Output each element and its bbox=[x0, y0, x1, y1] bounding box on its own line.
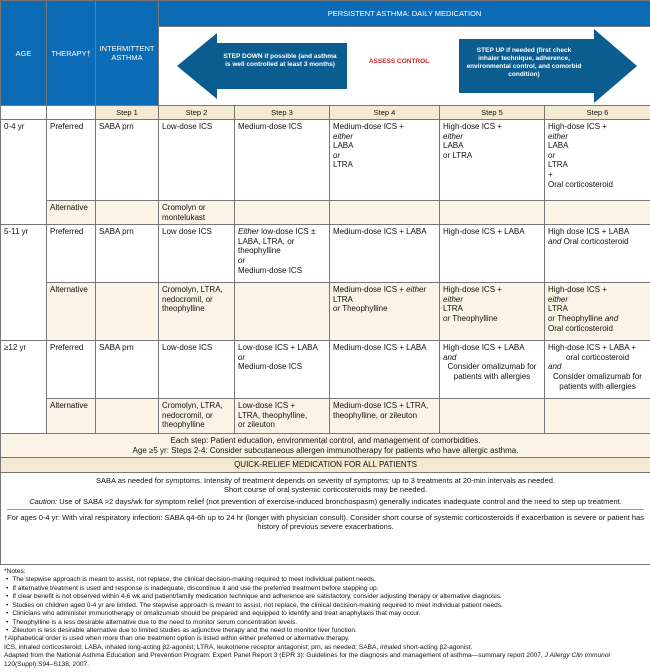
therapy-cell: Alternative bbox=[47, 201, 96, 225]
list-item: • The stepwise approach is meant to assist, not replace, the clinical decision-making required to meet individual patient needs. bbox=[14, 576, 646, 584]
cell: High-dose ICS + either LABA or LTRA + Oral corticosteroid bbox=[545, 120, 650, 201]
assess-control-label: ASSESS CONTROL bbox=[364, 58, 434, 66]
cell: Cromolyn, LTRA, nedocromil, or theophylline bbox=[159, 283, 235, 341]
table-row bbox=[1, 399, 650, 434]
cell: Cromolyn or montelukast bbox=[159, 201, 235, 225]
therapy-cell: Preferred bbox=[47, 341, 96, 399]
cell: Low-dose ICS bbox=[159, 341, 235, 399]
table-row bbox=[1, 341, 650, 399]
cell: High dose ICS + LABA and Oral corticosteroid bbox=[545, 225, 650, 283]
cell: SABA prn bbox=[96, 341, 159, 399]
cell: Medium-dose ICS + LABA bbox=[330, 225, 440, 283]
cell: Cromolyn, LTRA, nedocromil, or theophylline bbox=[159, 399, 235, 434]
step-header-row bbox=[1, 106, 650, 120]
step-2-label: Step 2 bbox=[159, 106, 235, 120]
cell: Low-dose ICS + LTRA, theophylline, or zileuton bbox=[235, 399, 330, 434]
cell: Medium-dose ICS + LTRA, theophylline, or zileuton bbox=[330, 399, 440, 434]
cell: Medium-dose ICS + either LTRA or Theophylline bbox=[330, 283, 440, 341]
cell: High-dose ICS + LABA and Consider omalizumab for patients with allergies bbox=[440, 341, 545, 399]
cell: Medium-dose ICS + either LABA or LTRA bbox=[330, 120, 440, 201]
quick-relief-title: QUICK-RELIEF MEDICATION FOR ALL PATIENTS bbox=[1, 458, 650, 473]
abbreviations: ICS, inhaled corticosteroid; LABA, inhaled long-acting β2-agonist; LTRA, leukotriene receptor antagonist; prn, as needed; SABA, inhaled short-acting β2-agonist. bbox=[4, 644, 646, 652]
cell: Low-dose ICS + LABA or Medium-dose ICS bbox=[235, 341, 330, 399]
age-cell: 5-11 yr bbox=[1, 225, 47, 341]
age-cell: 0-4 yr bbox=[1, 120, 47, 225]
source-citation: Adapted from the National Asthma Education and Prevention Program: Expert Panel Report 3 (EPR 3): Guidelines for the diagnosis and management of asthma—summary report 2007, J Allergy Clin Immunol 120(Suppl):S94–S138, 2007. bbox=[4, 652, 646, 669]
cell: Low-dose ICS bbox=[159, 120, 235, 201]
each-step-row bbox=[1, 434, 650, 458]
cell: SABA prn bbox=[96, 225, 159, 283]
list-item: • Theophylline is a less desirable alternative due to the need to monitor serum concentration levels. bbox=[14, 619, 646, 627]
age-cell: ≥12 yr bbox=[1, 341, 47, 434]
cell: High-dose ICS + either LTRA or Theophylline bbox=[440, 283, 545, 341]
header-row bbox=[1, 1, 650, 27]
therapy-cell: Preferred bbox=[47, 225, 96, 283]
list-item: • If clear benefit is not observed within 4-6 wk and patient/family medication technique and adherence are satisfactory, consider adjusting therapy or alternative diagnosis. bbox=[14, 593, 646, 601]
step-4-label: Step 4 bbox=[330, 106, 440, 120]
therapy-header: THERAPY† bbox=[47, 1, 96, 106]
cell: Low dose ICS bbox=[159, 225, 235, 283]
table-row bbox=[1, 120, 650, 201]
dagger-note: †Alphabetical order is used when more than one treatment option is listed within either preferred or alternative therapy. bbox=[4, 635, 646, 643]
cell: Medium-dose ICS + LABA bbox=[330, 341, 440, 399]
each-step-text: Each step: Patient education, environmental control, and management of comorbidities. Age ≥5 yr: Steps 2-4: Consider subcutaneous allergen immunotherapy for patients who have allergic asthma. bbox=[1, 434, 650, 458]
list-item: • Clinicians who administer immunotherapy or omalizumab should be prepared and equipped to identify and treat anaphylaxis that may occur. bbox=[14, 610, 646, 618]
notes-title: *Notes: bbox=[4, 568, 646, 576]
cell: Medium-dose ICS bbox=[235, 120, 330, 201]
age-header: AGE bbox=[1, 1, 47, 106]
persistent-header: PERSISTENT ASTHMA: DAILY MEDICATION bbox=[159, 1, 650, 27]
cell: High-dose ICS + either LABA or LTRA bbox=[440, 120, 545, 201]
cell: SABA prn bbox=[96, 120, 159, 201]
quick-relief-text: SABA as needed for symptoms. Intensity of treatment depends on severity of symptoms: up to 3 treatments at 20-min intervals as needed. Short course of oral systemic corticosteroids may be needed. Caution: Use of SABA >2 days/wk for symptom relief (not prevention of exercise-induced bronchospasm) generally indicates inadequate control and the need to step up treatment. For ages 0-4 yr: With viral respiratory infection: SABA q4-6h up to 24 hr (longer with physician consult). Consider short course of systemic corticosteroids if exacerbation is severe or patient has history of previous severe exacerbations. bbox=[1, 472, 650, 564]
notes-section bbox=[0, 565, 650, 672]
table-row bbox=[1, 201, 650, 225]
cell: High-dose ICS + LABA + oral corticosteroid and Consider omalizumab for patients with allergies bbox=[545, 341, 650, 399]
therapy-cell: Alternative bbox=[47, 283, 96, 341]
therapy-cell: Preferred bbox=[47, 120, 96, 201]
notes-list bbox=[4, 576, 646, 635]
step-5-label: Step 5 bbox=[440, 106, 545, 120]
step-6-label: Step 6 bbox=[545, 106, 650, 120]
therapy-cell: Alternative bbox=[47, 399, 96, 434]
list-item: • Studies on children aged 0-4 yr are limited. The stepwise approach is meant to assist, not replace, the clinical decision-making required to meet individual patient needs. bbox=[14, 602, 646, 610]
step-arrows bbox=[159, 27, 650, 106]
list-item: • Zileuton is less desirable alternative due to limited studies as adjunctive therapy and the need to monitor liver function. bbox=[14, 627, 646, 635]
table-row bbox=[1, 283, 650, 341]
table-row bbox=[1, 225, 650, 283]
intermittent-header: INTERMITTENT ASTHMA bbox=[96, 1, 159, 106]
step-1-label: Step 1 bbox=[96, 106, 159, 120]
cell: High-dose ICS + LABA bbox=[440, 225, 545, 283]
step-up-text: STEP UP if needed (first check inhaler technique, adherence, environmental control, and comorbid condition) bbox=[466, 47, 582, 80]
step-down-text: STEP DOWN if possible (and asthma is well controlled at least 3 months) bbox=[221, 53, 339, 69]
cell: Either low-dose ICS ± LABA, LTRA, or theophylline or Medium-dose ICS bbox=[235, 225, 330, 283]
step-3-label: Step 3 bbox=[235, 106, 330, 120]
list-item: • If alternative treatment is used and response is inadequate, discontinue it and use the preferred treatment before stepping up. bbox=[14, 585, 646, 593]
cell: High-dose ICS + either LTRA or Theophylline and Oral corticosteroid bbox=[545, 283, 650, 341]
